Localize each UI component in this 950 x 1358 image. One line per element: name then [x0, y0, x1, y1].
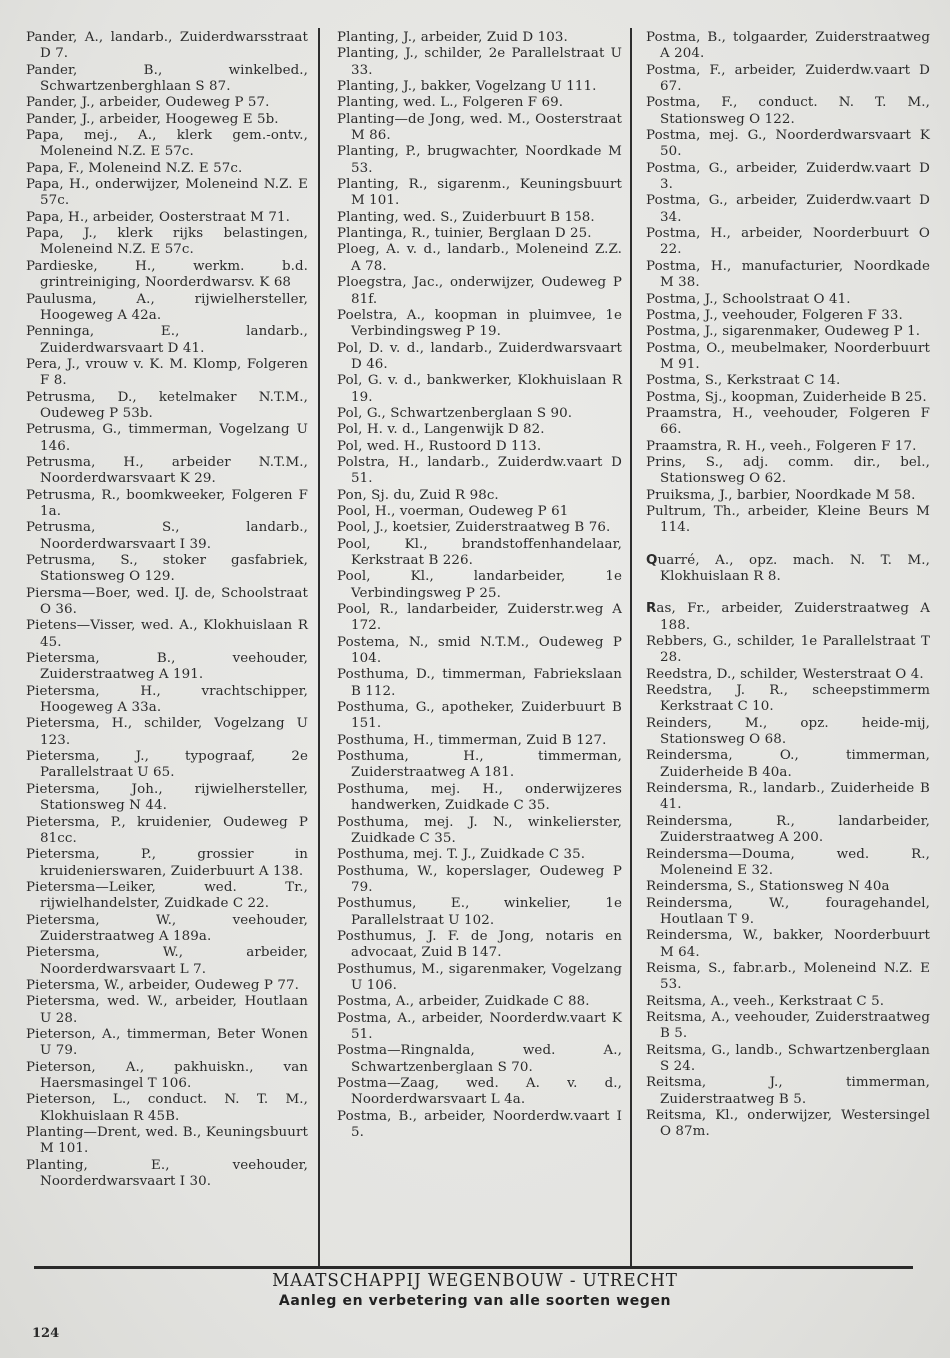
directory-entry: Pietersma—Leiker, wed. Tr., rijwielhandelster, Zuidkade C 22.	[26, 879, 308, 912]
directory-entry: Posthuma, H., timmerman, Zuid B 127.	[337, 732, 607, 748]
directory-entry: Pieterson, A., timmerman, Beter Wonen U 79.	[26, 1026, 308, 1059]
directory-entry: Posthumus, J. F. de Jong, notaris en advocaat, Zuid B 147.	[337, 928, 622, 961]
directory-entry: Pietersma, H., schilder, Vogelzang U 123.	[26, 716, 308, 748]
directory-entry: Reitsma, A., veeh., Kerkstraat C 5.	[646, 993, 885, 1009]
directory-entry: Pool, H., voerman, Oudeweg P 61	[337, 503, 569, 519]
directory-entry: Ras, Fr., arbeider, Zuiderstraatweg A 188.	[646, 601, 930, 633]
directory-entry: Polstra, H., landarb., Zuiderdw.vaart D 51.	[337, 454, 622, 487]
directory-entry: Pon, Sj. du, Zuid R 98c.	[337, 487, 499, 503]
directory-entry: Posthumus, E., winkelier, 1e Parallelstraat U 102.	[337, 896, 622, 928]
directory-entry: Piersma—Boer, wed. IJ. de, Schoolstraat O 36.	[26, 585, 308, 618]
directory-entry: Reitsma, A., veehouder, Zuiderstraatweg B 5.	[646, 1009, 930, 1042]
directory-entry: Postma, A., arbeider, Noorderdw.vaart K 51.	[337, 1010, 622, 1042]
directory-entry: Postema, N., smid N.T.M., Oudeweg P 104.	[337, 634, 622, 667]
directory-entry: Pietens—Visser, wed. A., Klokhuislaan R 45.	[26, 618, 308, 650]
directory-entry: Pera, J., vrouw v. K. M. Klomp, Folgeren F 8.	[26, 356, 308, 389]
directory-entry: Pander, B., winkelbed., Schwartzenberghlaan S 87.	[26, 62, 308, 95]
section-gap	[646, 585, 930, 601]
directory-entry: Posthumus, M., sigarenmaker, Vogelzang U 106.	[337, 961, 622, 993]
directory-entry: Petrusma, S., stoker gasfabriek, Stationsweg O 129.	[26, 553, 308, 585]
directory-entry: Petrusma, G., timmerman, Vogelzang U 146.	[26, 422, 308, 454]
directory-entry: Postma, J., sigarenmaker, Oudeweg P 1.	[646, 324, 921, 340]
directory-entry: Pieterson, A., pakhuiskn., van Haersmasingel T 106.	[26, 1059, 308, 1091]
directory-entry: Reinders, M., opz. heide-mij, Stationsweg O 68.	[646, 715, 930, 748]
directory-entry: Quarré, A., opz. mach. N. T. M., Klokhuislaan R 8.	[646, 552, 930, 584]
directory-entry: Pander, J., arbeider, Oudeweg P 57.	[26, 95, 270, 111]
directory-entry: Reedstra, J. R., scheepstimmerm Kerkstraat C 10.	[646, 683, 930, 715]
directory-entry: Postma, H., manufacturier, Noordkade M 38.	[646, 258, 930, 291]
directory-entry: Pietersma, P., kruidenier, Oudeweg P 81cc.	[26, 814, 308, 846]
section-gap	[646, 537, 930, 553]
directory-entry: Plantinga, R., tuinier, Berglaan D 25.	[337, 226, 592, 242]
directory-entry: Pieterson, L., conduct. N. T. M., Klokhuislaan R 45B.	[26, 1092, 308, 1124]
directory-entry: Pietersma, P., grossier in kruidenierswaren, Zuiderbuurt A 138.	[26, 847, 308, 879]
directory-entry: Pool, J., koetsier, Zuiderstraatweg B 76.	[337, 520, 611, 536]
advertisement-title: MAATSCHAPPIJ WEGENBOUW - UTRECHT	[272, 1270, 678, 1291]
directory-entry: Reindersma, R., landarbeider, Zuiderstraatweg A 200.	[646, 813, 930, 846]
directory-entry: Postma, S., Kerkstraat C 14.	[646, 373, 841, 389]
directory-entry: Pol, H. v. d., Langenwijk D 82.	[337, 422, 545, 438]
directory-entry: Papa, J., klerk rijks belastingen, Moleneind N.Z. E 57c.	[26, 226, 308, 258]
directory-entry: Prins, S., adj. comm. dir., bel., Stationsweg O 62.	[646, 454, 930, 487]
directory-entry: Planting, E., veehouder, Noorderdwarsvaart I 30.	[26, 1157, 308, 1190]
directory-entry: Reindersma, S., Stationsweg N 40a	[646, 879, 890, 895]
directory-entry: Postma, A., arbeider, Zuidkade C 88.	[337, 994, 590, 1010]
page-number: 124	[32, 1326, 60, 1341]
directory-entry: Pool, R., landarbeider, Zuiderstr.weg A 172.	[337, 602, 622, 634]
section-initial: Q	[646, 552, 658, 568]
directory-entry: Postma, O., meubelmaker, Noorderbuurt M 91.	[646, 340, 930, 372]
directory-entry: Reindersma—Douma, wed. R., Moleneind E 32.	[646, 846, 930, 878]
directory-entry: Posthuma, G., apotheker, Zuiderbuurt B 151.	[337, 700, 622, 732]
directory-entry: Pietersma, W., arbeider, Oudeweg P 77.	[26, 977, 299, 993]
column-2	[337, 30, 622, 1141]
directory-entry: Planting—Drent, wed. B., Keuningsbuurt M 101.	[26, 1125, 308, 1157]
directory-entry: Pultrum, Th., arbeider, Kleine Beurs M 114.	[646, 503, 930, 536]
directory-entry: Pol, G. v. d., bankwerker, Klokhuislaan R 19.	[337, 373, 622, 405]
directory-entry: Posthuma, D., timmerman, Fabriekslaan B 112.	[337, 667, 622, 699]
directory-entry: Pietersma, wed. W., arbeider, Houtlaan U 28.	[26, 994, 308, 1026]
directory-entry: Postma, B., arbeider, Noorderdw.vaart I 5.	[337, 1108, 622, 1141]
column-1	[26, 30, 308, 1190]
directory-entry: Reitsma, Kl., onderwijzer, Westersingel O 87m.	[646, 1108, 930, 1140]
directory-entry: Praamstra, H., veehouder, Folgeren F 66.	[646, 405, 930, 438]
column-divider	[630, 28, 632, 1268]
directory-entry: Ploeg, A. v. d., landarb., Moleneind Z.Z. A 78.	[337, 242, 622, 274]
directory-entry: Papa, F., Moleneind N.Z. E 57c.	[26, 160, 243, 176]
directory-entry: Postma, B., tolgaarder, Zuiderstraatweg A 204.	[646, 30, 930, 62]
directory-entry: Petrusma, D., ketelmaker N.T.M., Oudeweg P 53b.	[26, 389, 308, 421]
directory-entry: Pietersma, H., vrachtschipper, Hoogeweg A 33a.	[26, 683, 308, 716]
directory-entry: Postma, G., arbeider, Zuiderdw.vaart D 3.	[646, 160, 930, 193]
directory-entry: Posthuma, H., timmerman, Zuiderstraatweg A 181.	[337, 749, 622, 781]
directory-entry: Postma—Ringnalda, wed. A., Schwartzenberglaan S 70.	[337, 1043, 622, 1075]
directory-entry: Postma, G., arbeider, Zuiderdw.vaart D 34.	[646, 193, 930, 225]
directory-entry: Pardieske, H., werkm. b.d. grintreiniging, Noorderdwarsv. K 68	[26, 258, 308, 291]
directory-entry: Reindersma, W., bakker, Noorderbuurt M 64.	[646, 928, 930, 960]
directory-entry: Planting—de Jong, wed. M., Oosterstraat M 86.	[337, 111, 622, 144]
directory-entry: Planting, wed. S., Zuiderbuurt B 158.	[337, 209, 595, 225]
directory-entry: Pol, wed. H., Rustoord D 113.	[337, 438, 542, 454]
directory-entry: Reedstra, D., schilder, Westerstraat O 4.	[646, 666, 924, 682]
directory-entry: Posthuma, W., koperslager, Oudeweg P 79.	[337, 863, 622, 895]
directory-entry: Planting, J., schilder, 2e Parallelstraat U 33.	[337, 46, 622, 78]
directory-entry: Posthuma, mej. H., onderwijzeres handwerken, Zuidkade C 35.	[337, 781, 622, 814]
directory-entry: Pander, A., landarb., Zuiderdwarsstraat D 7.	[26, 30, 308, 62]
directory-entry: Penninga, E., landarb., Zuiderdwarsvaart D 41.	[26, 324, 308, 356]
section-initial: R	[646, 601, 657, 617]
directory-entry: Pool, Kl., landarbeider, 1e Verbindingsweg P 25.	[337, 569, 622, 601]
directory-entry: Postma, J., veehouder, Folgeren F 33.	[646, 307, 903, 323]
column-divider	[318, 28, 320, 1268]
directory-entry: Petrusma, S., landarb., Noorderdwarsvaart I 39.	[26, 520, 308, 552]
directory-entry: Petrusma, H., arbeider N.T.M., Noorderdwarsvaart K 29.	[26, 454, 308, 487]
column-3	[646, 30, 930, 1141]
directory-entry: Papa, H., onderwijzer, Moleneind N.Z. E 57c.	[26, 177, 308, 209]
directory-entry: Reindersma, R., landarb., Zuiderheide B 41.	[646, 781, 930, 813]
directory-entry: Pruiksma, J., barbier, Noordkade M 58.	[646, 487, 916, 503]
directory-entry: Pool, Kl., brandstoffenhandelaar, Kerkstraat B 226.	[337, 536, 622, 568]
advertisement-subtitle: Aanleg en verbetering van alle soorten wegen	[278, 1293, 672, 1309]
directory-entry: Reindersma, W., fouragehandel, Houtlaan T 9.	[646, 895, 930, 927]
directory-entry: Postma, Sj., koopman, Zuiderheide B 25.	[646, 389, 927, 405]
directory-entry: Reitsma, J., timmerman, Zuiderstraatweg B 5.	[646, 1075, 930, 1107]
directory-entry: Rebbers, G., schilder, 1e Parallelstraat T 28.	[646, 634, 930, 666]
footer-rule	[34, 1266, 913, 1269]
directory-entry: Poelstra, A., koopman in pluimvee, 1e Verbindingsweg P 19.	[337, 307, 622, 340]
directory-entry: Reindersma, O., timmerman, Zuiderheide B 40a.	[646, 748, 930, 780]
directory-entry: Planting, R., sigarenm., Keuningsbuurt M 101.	[337, 177, 622, 209]
directory-entry: Pietersma, J., typograaf, 2e Parallelstraat U 65.	[26, 749, 308, 781]
directory-entry: Pol, G., Schwartzenberglaan S 90.	[337, 405, 573, 421]
directory-entry: Paulusma, A., rijwielhersteller, Hoogeweg A 42a.	[26, 291, 308, 323]
directory-entry: Planting, J., bakker, Vogelzang U 111.	[337, 79, 597, 95]
directory-entry: Pietersma, W., veehouder, Zuiderstraatweg A 189a.	[26, 912, 308, 944]
directory-entry: Petrusma, R., boomkweeker, Folgeren F 1a.	[26, 487, 308, 519]
directory-entry: Planting, wed. L., Folgeren F 69.	[337, 95, 564, 111]
directory-entry: Pol, D. v. d., landarb., Zuiderdwarsvaart D 46.	[337, 340, 622, 372]
directory-entry: Postma, mej. G., Noorderdwarsvaart K 50.	[646, 128, 930, 160]
directory-entry: Pander, J., arbeider, Hoogeweg E 5b.	[26, 111, 279, 127]
directory-entry: Ploegstra, Jac., onderwijzer, Oudeweg P 81f.	[337, 275, 622, 307]
directory-entry: Planting, J., arbeider, Zuid D 103.	[337, 30, 568, 45]
directory-entry: Postma—Zaag, wed. A. v. d., Noorderdwarsvaart L 4a.	[337, 1076, 622, 1108]
directory-entry: Pietersma, Joh., rijwielhersteller, Stationsweg N 44.	[26, 781, 308, 814]
directory-entry: Postma, F., conduct. N. T. M., Stationsweg O 122.	[646, 95, 930, 127]
directory-entry: Papa, mej., A., klerk gem.-ontv., Moleneind N.Z. E 57c.	[26, 128, 308, 160]
directory-entry: Papa, H., arbeider, Oosterstraat M 71.	[26, 209, 290, 225]
directory-entry: Posthuma, mej. T. J., Zuidkade C 35.	[337, 847, 586, 863]
directory-entry: Postma, F., arbeider, Zuiderdw.vaart D 67.	[646, 62, 930, 95]
directory-entry: Planting, P., brugwachter, Noordkade M 53.	[337, 144, 622, 176]
directory-entry: Postma, H., arbeider, Noorderbuurt O 22.	[646, 226, 930, 258]
directory-entry: Pietersma, W., arbeider, Noorderdwarsvaart L 7.	[26, 945, 308, 977]
directory-entry: Pietersma, B., veehouder, Zuiderstraatweg A 191.	[26, 651, 308, 683]
directory-entry: Reisma, S., fabr.arb., Moleneind N.Z. E 53.	[646, 960, 930, 993]
directory-entry: Posthuma, mej. J. N., winkelierster, Zuidkade C 35.	[337, 814, 622, 846]
directory-entry: Reitsma, G., landb., Schwartzenberglaan S 24.	[646, 1042, 930, 1074]
directory-entry: Postma, J., Schoolstraat O 41.	[646, 291, 851, 307]
directory-entry: Praamstra, R. H., veeh., Folgeren F 17.	[646, 438, 917, 454]
